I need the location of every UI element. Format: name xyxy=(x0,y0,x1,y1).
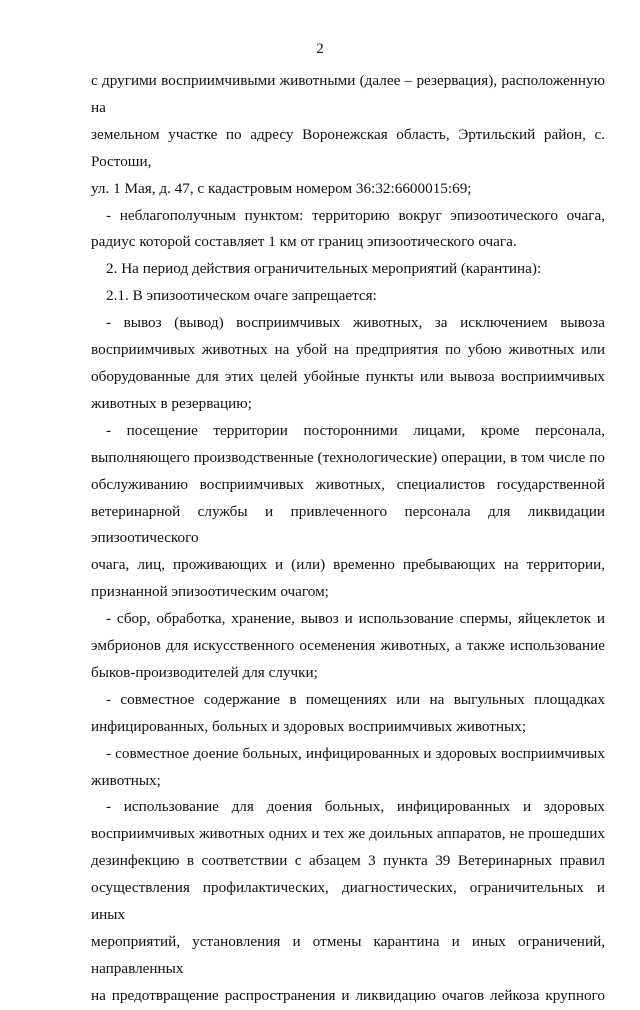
paragraph xyxy=(91,418,605,606)
text-line: выполняющего производственные (технологические) операции, в том числе по xyxy=(91,448,605,466)
text-line: земельном участке по адресу Воронежская область, Эртильский район, с. Ростоши, xyxy=(91,125,605,170)
paragraph xyxy=(91,283,605,310)
paragraph xyxy=(91,256,605,283)
text-line: - сбор, обработка, хранение, вывоз и использование спермы, яйцеклеток и xyxy=(106,610,605,628)
paragraph xyxy=(91,310,605,418)
text-line: - неблагополучным пунктом: территорию вокруг эпизоотического очага, xyxy=(106,206,605,224)
text-line: ул. 1 Мая, д. 47, с кадастровым номером 36:32:6600015:69; xyxy=(91,179,472,197)
page-number: 2 xyxy=(316,41,324,57)
text-line: осуществления профилактических, диагностических, ограничительных и иных xyxy=(91,879,605,924)
text-line: быков-производителей для случки; xyxy=(91,663,318,681)
text-line: на предотвращение распространения и ликвидацию очагов лейкоза крупного xyxy=(91,986,605,1004)
document-body xyxy=(91,68,605,1010)
paragraph xyxy=(91,203,605,257)
text-line: восприимчивых животных на убой на предприятия по убою животных или xyxy=(91,341,605,359)
text-line: - использование для доения больных, инфицированных и здоровых xyxy=(106,798,605,816)
text-line: - совместное доение больных, инфицированных и здоровых восприимчивых xyxy=(106,744,605,762)
text-line: очага, лиц, проживающих и (или) временно пребывающих на территории, xyxy=(91,556,605,574)
text-line: с другими восприимчивыми животными (далее – резервация), расположенную на xyxy=(91,72,605,116)
paragraph xyxy=(91,68,605,203)
text-line: эмбрионов для искусственного осеменения животных, а также использование xyxy=(91,637,605,655)
text-line: восприимчивых животных одних и тех же доильных аппаратов, не прошедших xyxy=(91,825,605,843)
text-line: - вывоз (вывод) восприимчивых животных, за исключением вывоза xyxy=(106,314,605,332)
text-line: признанной эпизоотическим очагом; xyxy=(91,583,329,601)
text-line: радиус которой составляет 1 км от границ эпизоотического очага. xyxy=(91,233,517,251)
text-line: инфицированных, больных и здоровых восприимчивых животных; xyxy=(91,717,527,735)
text-line: - посещение территории посторонними лицами, кроме персонала, xyxy=(106,421,605,439)
text-line: животных; xyxy=(91,771,161,789)
text-line: дезинфекцию в соответствии с абзацем 3 пункта 39 Ветеринарных правил xyxy=(91,852,605,870)
paragraph xyxy=(91,741,605,795)
text-line: оборудованные для этих целей убойные пункты или вывоза восприимчивых xyxy=(91,367,605,385)
paragraph xyxy=(91,794,605,1009)
text-line: 2. На период действия ограничительных мероприятий (карантина): xyxy=(106,260,542,278)
text-line: мероприятий, установления и отмены карантина и иных ограничений, направленных xyxy=(91,933,605,977)
paragraph xyxy=(91,606,605,687)
text-line: - совместное содержание в помещениях или на выгульных площадках xyxy=(106,690,605,708)
text-line: обслуживанию восприимчивых животных, специалистов государственной xyxy=(91,475,605,493)
text-line: ветеринарной службы и привлеченного персонала для ликвидации эпизоотического xyxy=(91,502,605,547)
text-line: 2.1. В эпизоотическом очаге запрещается: xyxy=(106,287,377,305)
paragraph xyxy=(91,687,605,741)
text-line: животных в резервацию; xyxy=(91,394,252,412)
